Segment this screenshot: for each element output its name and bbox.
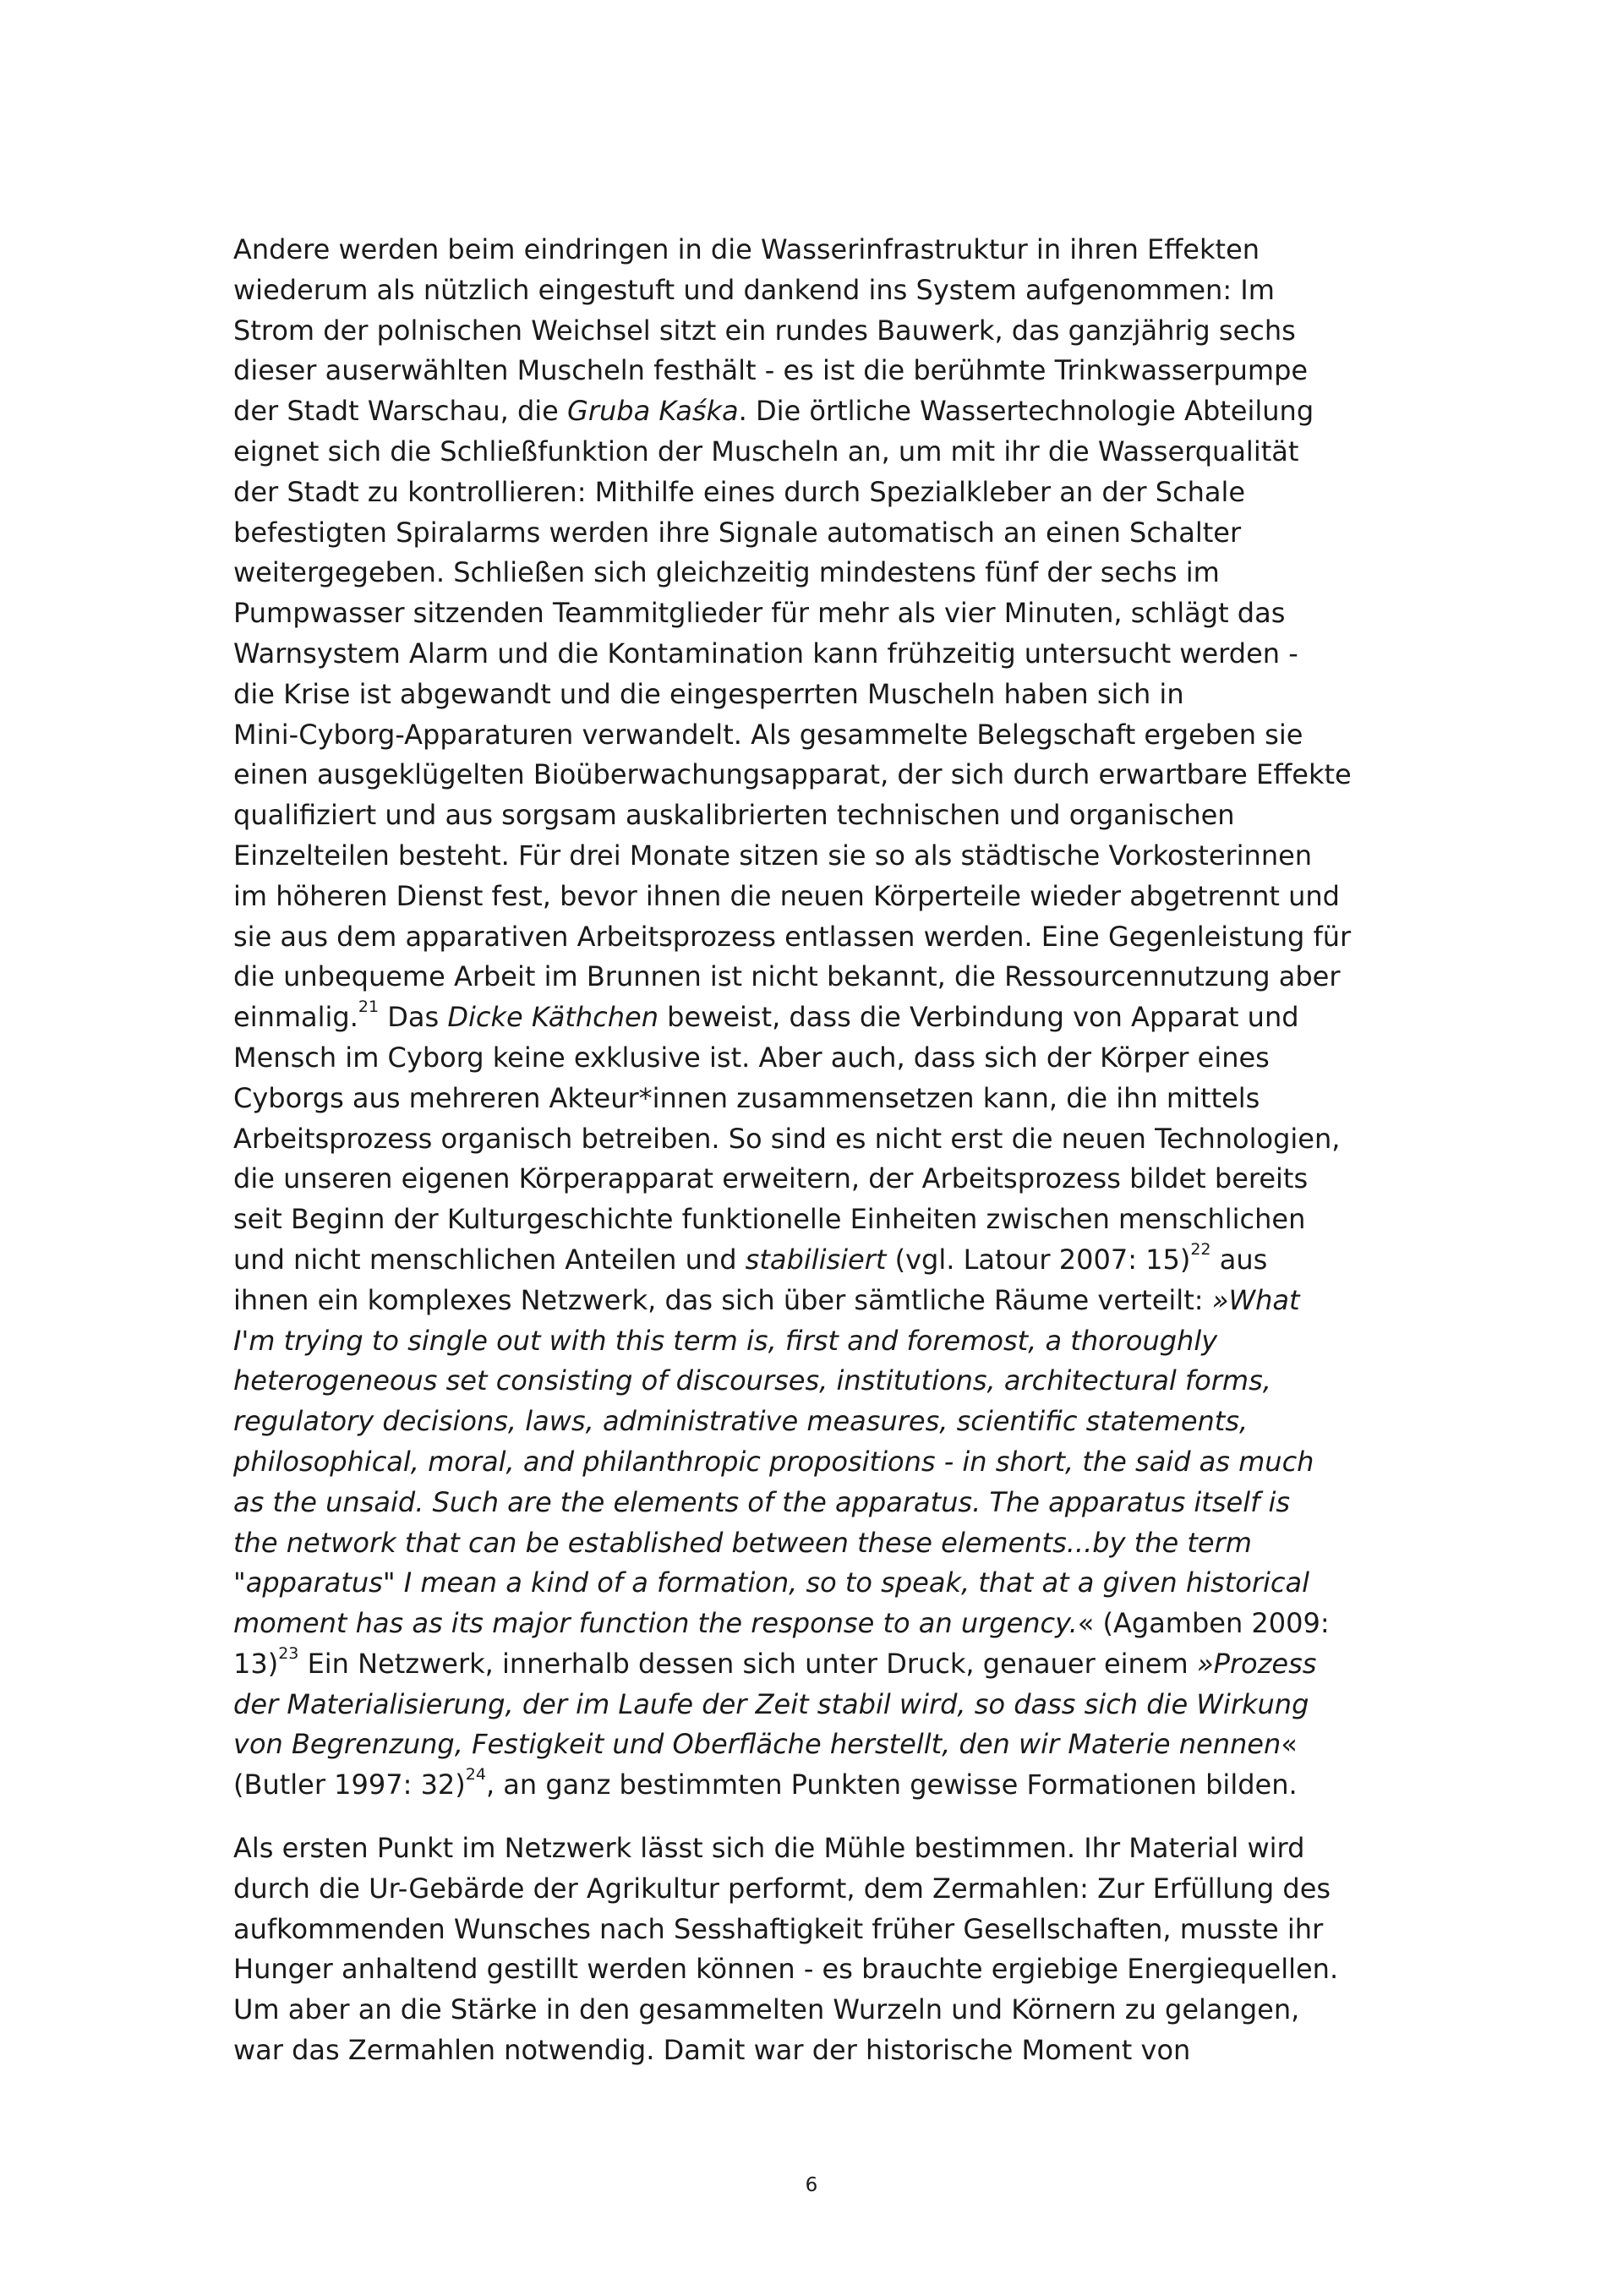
text-run: qualifiziert und aus sorgsam auskalibrierten technischen und organischen bbox=[233, 799, 1235, 832]
text-run: einmalig. bbox=[233, 1001, 358, 1034]
text-line bbox=[233, 1483, 1408, 1523]
text-line bbox=[233, 1038, 1408, 1079]
text-line bbox=[233, 1240, 1408, 1281]
text-run: die unbequeme Arbeit im Brunnen ist nicht bekannt, die Ressourcennutzung aber bbox=[233, 960, 1341, 993]
footnote-ref: 21 bbox=[358, 998, 380, 1017]
text-run: 13) bbox=[233, 1647, 279, 1680]
text-run: weitergegeben. Schließen sich gleichzeitig mindestens fünf der sechs im bbox=[233, 556, 1220, 589]
text-line bbox=[233, 1949, 1408, 1990]
text-line bbox=[233, 513, 1408, 554]
text-run: Mensch im Cyborg keine exklusive ist. Aber auch, dass sich der Körper eines bbox=[233, 1041, 1270, 1074]
text-run: einen ausgeklügelten Bioüberwachungsapparat, der sich durch erwartbare Effekte bbox=[233, 758, 1352, 791]
text-run: Ein Netzwerk, innerhalb dessen sich unter Druck, genauer einem bbox=[298, 1647, 1197, 1680]
text-line bbox=[233, 593, 1408, 634]
text-line bbox=[233, 2031, 1408, 2071]
text-run: Um aber an die Stärke in den gesammelten Wurzeln und Körnern zu gelangen, bbox=[233, 1993, 1300, 2026]
text-line bbox=[233, 1442, 1408, 1483]
text-line bbox=[233, 1281, 1408, 1321]
text-line bbox=[233, 1361, 1408, 1402]
text-line bbox=[233, 473, 1408, 513]
text-run: (Butler 1997: 32) bbox=[233, 1768, 466, 1801]
text-line bbox=[233, 432, 1408, 473]
text-line bbox=[233, 1910, 1408, 1950]
text-line bbox=[233, 998, 1408, 1038]
text-run: Warnsystem Alarm und die Kontamination kann frühzeitig untersucht werden - bbox=[233, 637, 1298, 670]
italic-run: I'm trying to single out with this term is, first and foremost, a thoroughly bbox=[233, 1324, 1218, 1357]
italic-run: der Materialisierung, der im Laufe der Zeit stabil wird, so dass sich die Wirkung bbox=[233, 1687, 1309, 1720]
text-run: Pumpwasser sitzenden Teammitglieder für mehr als vier Minuten, schlägt das bbox=[233, 597, 1286, 630]
text-line bbox=[233, 836, 1408, 877]
text-line bbox=[233, 271, 1408, 311]
text-run: wiederum als nützlich eingestuft und dankend ins System aufgenommen: Im bbox=[233, 273, 1275, 306]
text-run: Einzelteilen besteht. Für drei Monate sitzen sie so als städtische Vorkosterinnen bbox=[233, 839, 1313, 872]
text-run: war das Zermahlen notwendig. Damit war der historische Moment von bbox=[233, 2033, 1191, 2066]
text-run: seit Beginn der Kulturgeschichte funktionelle Einheiten zwischen menschlichen bbox=[233, 1203, 1306, 1236]
text-run: sie aus dem apparativen Arbeitsprozess entlassen werden. Eine Gegenleistung für bbox=[233, 920, 1352, 953]
text-run: , an ganz bestimmten Punkten gewisse Formationen bilden. bbox=[485, 1768, 1298, 1801]
text-run: im höheren Dienst fest, bevor ihnen die neuen Körperteile wieder abgetrennt und bbox=[233, 879, 1340, 912]
text-line bbox=[233, 1321, 1408, 1362]
text-line bbox=[233, 1725, 1408, 1765]
text-run: Als ersten Punkt im Netzwerk lässt sich die Mühle bestimmen. Ihr Material wird bbox=[233, 1832, 1305, 1864]
text-run: der Stadt Warschau, die bbox=[233, 395, 568, 428]
text-run: Arbeitsprozess organisch betreiben. So sind es nicht erst die neuen Technologien, bbox=[233, 1122, 1341, 1155]
text-line bbox=[233, 1604, 1408, 1644]
text-line bbox=[233, 917, 1408, 958]
text-run: aufkommenden Wunsches nach Sesshaftigkeit früher Gesellschaften, musste ihr bbox=[233, 1912, 1324, 1945]
text-line bbox=[233, 553, 1408, 593]
text-line bbox=[233, 391, 1408, 432]
text-run: « (Agamben 2009: bbox=[1077, 1607, 1330, 1640]
text-run: Cyborgs aus mehreren Akteur*innen zusammensetzen kann, die ihn mittels bbox=[233, 1081, 1260, 1114]
text-line bbox=[233, 634, 1408, 675]
text-run: die Krise ist abgewandt und die eingesperrten Muscheln haben sich in bbox=[233, 677, 1184, 710]
text-run: ihnen ein komplexes Netzwerk, das sich über sämtliche Räume verteilt: bbox=[233, 1283, 1212, 1316]
text-run: durch die Ur-Gebärde der Agrikultur performt, dem Zermahlen: Zur Erfüllung des bbox=[233, 1872, 1331, 1905]
text-line bbox=[233, 957, 1408, 998]
italic-run: Gruba Kaśka bbox=[567, 395, 739, 428]
italic-run: »Prozess bbox=[1196, 1647, 1317, 1680]
italic-run: regulatory decisions, laws, administrative measures, scientific statements, bbox=[233, 1405, 1249, 1438]
text-line bbox=[233, 1159, 1408, 1200]
text-line bbox=[233, 1685, 1408, 1725]
text-run: Hunger anhaltend gestillt werden können - es brauchte ergiebige Energiequellen. bbox=[233, 1953, 1339, 1986]
text-line bbox=[233, 1523, 1408, 1564]
italic-run: the network that can be established between these elements...by the term bbox=[233, 1526, 1252, 1559]
text-line bbox=[233, 230, 1408, 271]
text-run: . Die örtliche Wassertechnologie Abteilung bbox=[738, 395, 1314, 428]
text-line bbox=[233, 1402, 1408, 1442]
text-run: (vgl. Latour 2007: 15) bbox=[886, 1243, 1191, 1276]
text-run: Mini-Cyborg-Apparaturen verwandelt. Als gesammelte Belegschaft ergeben sie bbox=[233, 718, 1303, 751]
text-run: aus bbox=[1210, 1243, 1268, 1276]
text-run: und nicht menschlichen Anteilen und bbox=[233, 1243, 746, 1276]
text-line bbox=[233, 1200, 1408, 1240]
text-run: Strom der polnischen Weichsel sitzt ein rundes Bauwerk, das ganzjährig sechs bbox=[233, 314, 1296, 347]
text-run: Das bbox=[379, 1001, 448, 1034]
text-run: « bbox=[1281, 1728, 1298, 1761]
italic-run: heterogeneous set consisting of discourses, institutions, architectural forms, bbox=[233, 1364, 1271, 1397]
text-run: Andere werden beim eindringen in die Wasserinfrastruktur in ihren Effekten bbox=[233, 233, 1260, 265]
italic-run: philosophical, moral, and philanthropic propositions - in short, the said as much bbox=[233, 1445, 1314, 1478]
text-run: befestigten Spiralarms werden ihre Signale automatisch an einen Schalter bbox=[233, 516, 1242, 549]
text-run: die unseren eigenen Körperapparat erweitern, der Arbeitsprozess bildet bereits bbox=[233, 1162, 1309, 1195]
text-line bbox=[233, 1563, 1408, 1604]
italic-run: »What bbox=[1211, 1283, 1300, 1316]
paragraph-1 bbox=[233, 230, 1408, 1806]
italic-run: as the unsaid. Such are the elements of the apparatus. The apparatus itself is bbox=[233, 1485, 1291, 1518]
italic-run: "apparatus" I mean a kind of a formation, so to speak, that at a given historical bbox=[233, 1566, 1309, 1599]
text-line bbox=[233, 1079, 1408, 1119]
italic-run: Dicke Käthchen bbox=[447, 1001, 658, 1034]
text-run: dieser auserwählten Muscheln festhält - es ist die berühmte Trinkwasserpumpe bbox=[233, 354, 1309, 387]
paragraph-2 bbox=[233, 1829, 1408, 2071]
text-line bbox=[233, 1829, 1408, 1869]
text-line bbox=[233, 715, 1408, 756]
text-run: der Stadt zu kontrollieren: Mithilfe eines durch Spezialkleber an der Schale bbox=[233, 475, 1246, 508]
italic-run: moment has as its major function the response to an urgency. bbox=[233, 1607, 1078, 1640]
footnote-ref: 23 bbox=[278, 1643, 299, 1663]
italic-run: von Begrenzung, Festigkeit und Oberfläche herstellt, den wir Materie nennen bbox=[233, 1728, 1281, 1761]
text-run: beweist, dass die Verbindung von Apparat und bbox=[658, 1001, 1299, 1034]
footnote-ref: 22 bbox=[1190, 1239, 1211, 1259]
text-line bbox=[233, 675, 1408, 715]
italic-run: stabilisiert bbox=[745, 1243, 887, 1276]
text-line bbox=[233, 1119, 1408, 1160]
text-line bbox=[233, 351, 1408, 391]
text-line bbox=[233, 755, 1408, 795]
text-line bbox=[233, 1990, 1408, 2031]
text-line bbox=[233, 1765, 1408, 1806]
text-run: eignet sich die Schließfunktion der Muscheln an, um mit ihr die Wasserqualität bbox=[233, 435, 1299, 467]
text-line bbox=[233, 1869, 1408, 1910]
text-line bbox=[233, 795, 1408, 836]
text-line bbox=[233, 311, 1408, 352]
footnote-ref: 24 bbox=[465, 1765, 486, 1785]
text-line bbox=[233, 877, 1408, 917]
text-line bbox=[233, 1644, 1408, 1685]
page-number: 6 bbox=[805, 2174, 818, 2196]
